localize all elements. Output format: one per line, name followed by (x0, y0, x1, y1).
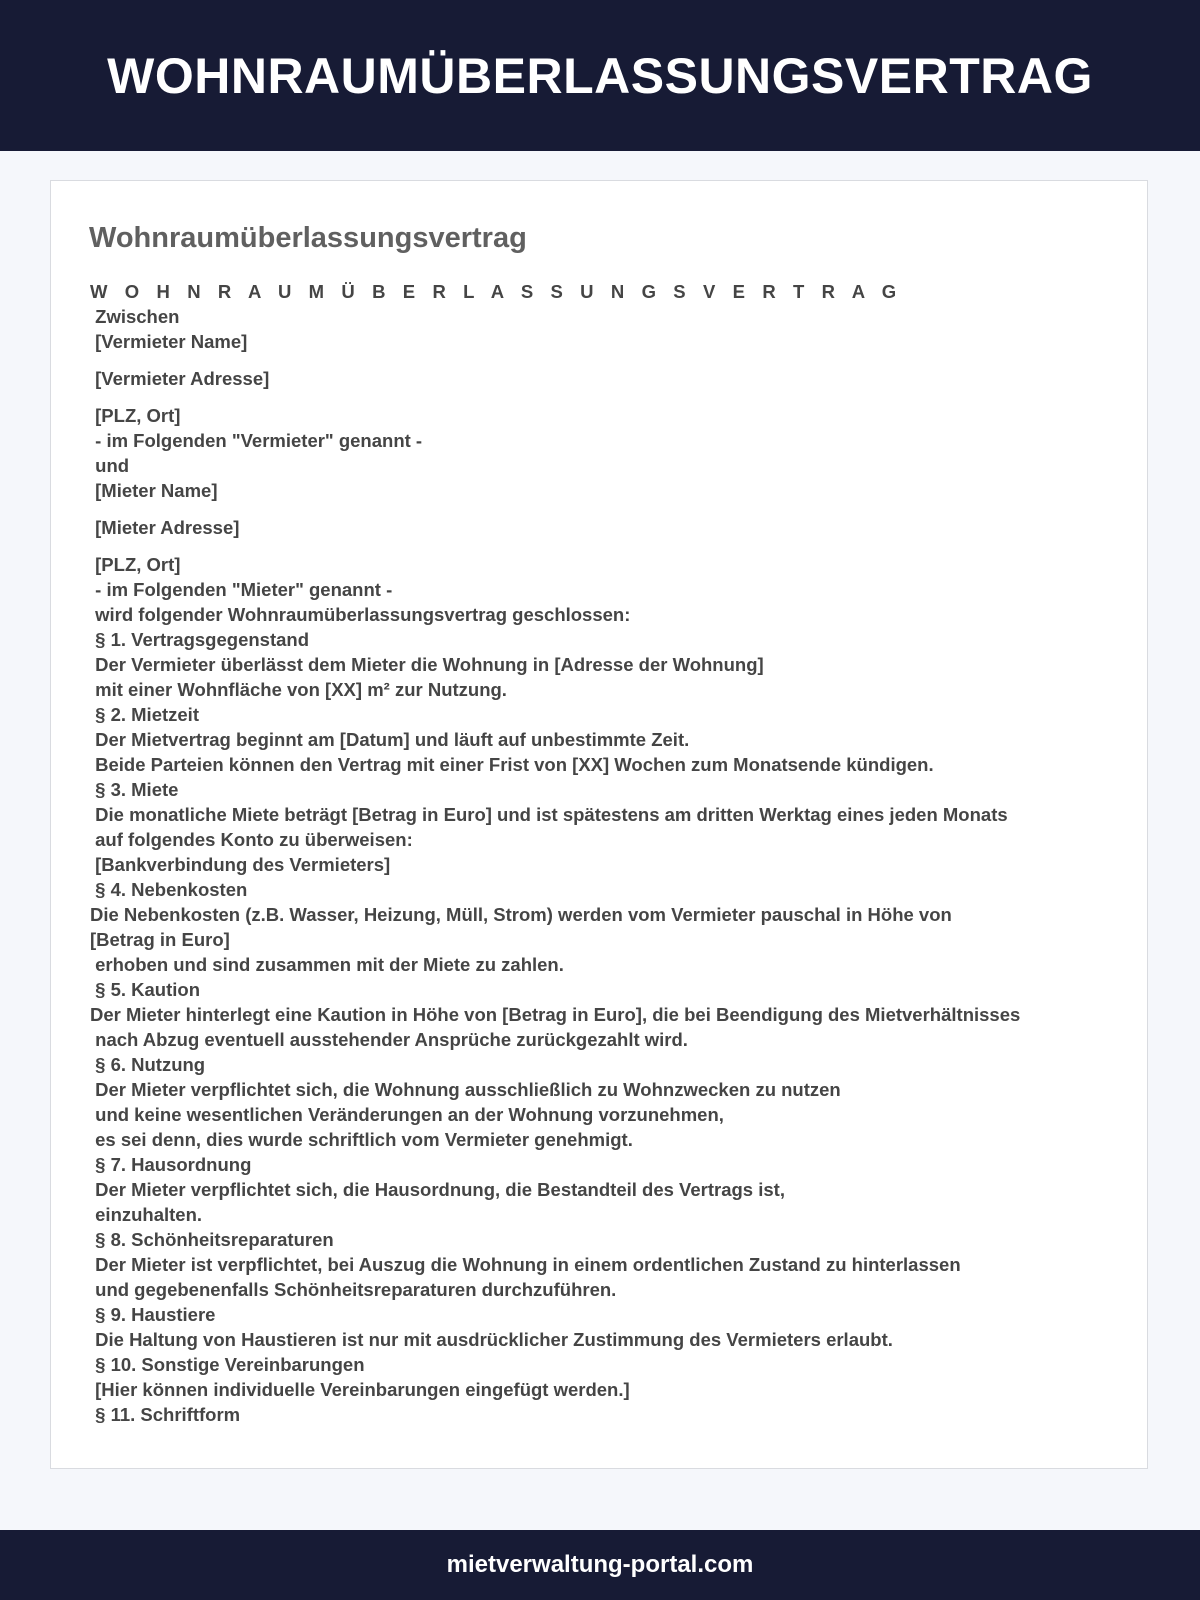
contract-line: [PLZ, Ort] (90, 405, 181, 426)
contract-line: Beide Parteien können den Vertrag mit einer Frist von [XX] Wochen zum Monatsende kündigen. (90, 754, 934, 775)
document-body (90, 279, 1100, 1427)
contract-line: Der Mieter verpflichtet sich, die Wohnung ausschließlich zu Wohnzwecken zu nutzen (90, 1079, 841, 1100)
section-heading: § 3. Miete (90, 779, 179, 800)
contract-line: wird folgender Wohnraumüberlassungsvertrag geschlossen: (90, 604, 631, 625)
contract-line: Die monatliche Miete beträgt [Betrag in Euro] und ist spätestens am dritten Werktag eines jeden Monats (90, 804, 1008, 825)
page-footer (0, 1530, 1200, 1600)
document-title: Wohnraumüberlassungsvertrag (89, 222, 527, 254)
contract-line: Der Mieter verpflichtet sich, die Hausordnung, die Bestandteil des Vertrags ist, (90, 1179, 785, 1200)
contract-line: Der Mietvertrag beginnt am [Datum] und läuft auf unbestimmte Zeit. (90, 729, 690, 750)
contract-line: - im Folgenden "Vermieter" genannt - (90, 430, 423, 451)
contract-line: auf folgendes Konto zu überweisen: (90, 829, 413, 850)
contract-line: [Hier können individuelle Vereinbarungen eingefügt werden.] (90, 1379, 630, 1400)
section-heading: § 7. Hausordnung (90, 1154, 252, 1175)
contract-line: nach Abzug eventuell ausstehender Ansprüche zurückgezahlt wird. (90, 1029, 688, 1050)
contract-line: Der Vermieter überlässt dem Mieter die Wohnung in [Adresse der Wohnung] (90, 654, 764, 675)
page-header (0, 0, 1200, 151)
contract-line: Die Haltung von Haustieren ist nur mit ausdrücklicher Zustimmung des Vermieters erlaubt. (90, 1329, 893, 1350)
section-heading: § 6. Nutzung (90, 1054, 206, 1075)
section-heading: § 11. Schriftform (90, 1404, 241, 1425)
contract-line: [Vermieter Adresse] (90, 368, 270, 389)
contract-line: es sei denn, dies wurde schriftlich vom Vermieter genehmigt. (90, 1129, 633, 1150)
contract-line: Der Mieter hinterlegt eine Kaution in Höhe von [Betrag in Euro], die bei Beendigung des Mietverhältnisses (90, 1004, 1021, 1025)
section-heading: § 2. Mietzeit (90, 704, 199, 725)
footer-site-name: mietverwaltung-portal.com (446, 1551, 754, 1578)
contract-line: mit einer Wohnfläche von [XX] m² zur Nutzung. (90, 679, 507, 700)
section-heading: § 8. Schönheitsreparaturen (90, 1229, 334, 1250)
section-heading: § 1. Vertragsgegenstand (90, 629, 310, 650)
contract-line: Der Mieter ist verpflichtet, bei Auszug die Wohnung in einem ordentlichen Zustand zu hinterlassen (90, 1254, 961, 1275)
contract-line: [Vermieter Name] (90, 331, 248, 352)
contract-line: und (90, 455, 130, 476)
contract-line: [Mieter Name] (90, 480, 218, 501)
contract-line: - im Folgenden "Mieter" genannt - (90, 579, 393, 600)
contract-line: und gegebenenfalls Schönheitsreparaturen durchzuführen. (90, 1279, 617, 1300)
section-heading: § 5. Kaution (90, 979, 200, 1000)
section-heading: § 9. Haustiere (90, 1304, 216, 1325)
contract-line: Zwischen (90, 306, 180, 327)
contract-line: [Bankverbindung des Vermieters] (90, 854, 391, 875)
contract-line: und keine wesentlichen Veränderungen an der Wohnung vorzunehmen, (90, 1104, 724, 1125)
contract-line: [PLZ, Ort] (90, 554, 181, 575)
document-heading-spaced: W O H N R A U M Ü B E R L A S S U N G S V E R T R A G (90, 281, 903, 302)
contract-line: erhoben und sind zusammen mit der Miete zu zahlen. (90, 954, 564, 975)
section-heading: § 10. Sonstige Vereinbarungen (90, 1354, 365, 1375)
contract-line: Die Nebenkosten (z.B. Wasser, Heizung, Müll, Strom) werden vom Vermieter pauschal in Höhe von (90, 904, 952, 925)
contract-line: [Mieter Adresse] (90, 517, 240, 538)
contract-line: einzuhalten. (90, 1204, 203, 1225)
section-heading: § 4. Nebenkosten (90, 879, 248, 900)
header-title: WOHNRAUMÜBERLASSUNGSVERTRAG (107, 47, 1093, 104)
contract-line: [Betrag in Euro] (90, 929, 230, 950)
